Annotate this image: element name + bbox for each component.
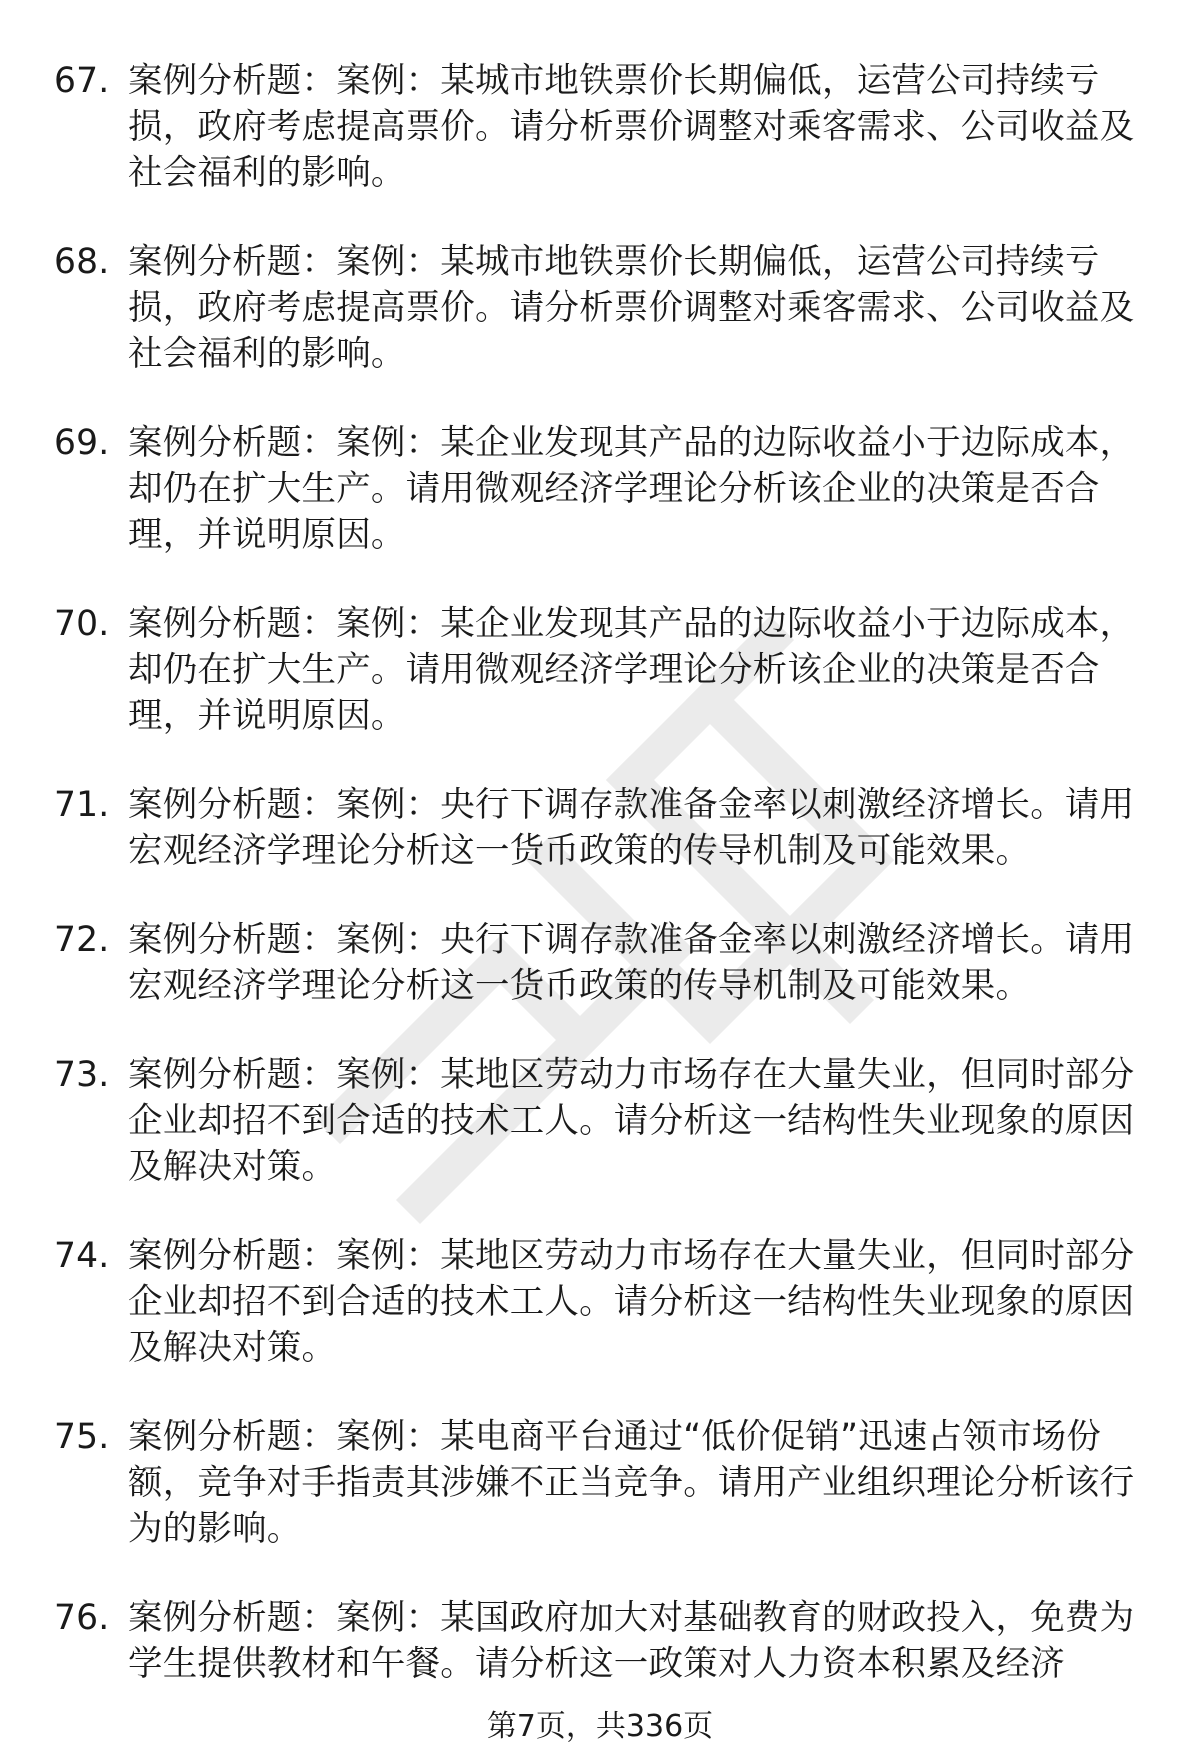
question-text: 案例分析题：案例：某企业发现其产品的边际收益小于边际成本，却仍在扩大生产。请用微观经济学理论分析该企业的决策是否合理，并说明原因。 (128, 604, 1135, 736)
question-number: 69. (54, 423, 110, 463)
question-number: 70. (54, 604, 110, 644)
question-text: 案例分析题：案例：某地区劳动力市场存在大量失业，但同时部分企业却招不到合适的技术工人。请分析这一结构性失业现象的原因及解决对策。 (128, 1236, 1135, 1368)
question-number: 67. (54, 61, 110, 101)
question-text: 案例分析题：案例：某国政府加大对基础教育的财政投入，免费为学生提供教材和午餐。请分析这一政策对人力资本积累及经济 (128, 1598, 1135, 1684)
question-text: 案例分析题：案例：某电商平台通过“低价促销”迅速占领市场份额，竞争对手指责其涉嫌不正当竞争。请用产业组织理论分析该行为的影响。 (128, 1417, 1135, 1549)
question-item-73 (0, 1052, 1200, 1190)
question-number: 71. (54, 785, 110, 825)
question-text: 案例分析题：案例：央行下调存款准备金率以刺激经济增长。请用宏观经济学理论分析这一货币政策的传导机制及可能效果。 (128, 920, 1135, 1006)
question-item-74 (0, 1233, 1200, 1371)
question-number: 73. (54, 1055, 110, 1095)
question-number: 75. (54, 1417, 110, 1457)
question-item-70 (0, 601, 1200, 739)
question-item-75 (0, 1414, 1200, 1552)
question-number: 68. (54, 242, 110, 282)
question-text: 案例分析题：案例：某地区劳动力市场存在大量失业，但同时部分企业却招不到合适的技术工人。请分析这一结构性失业现象的原因及解决对策。 (128, 1055, 1135, 1187)
question-text: 案例分析题：案例：某城市地铁票价长期偏低，运营公司持续亏损，政府考虑提高票价。请分析票价调整对乘客需求、公司收益及社会福利的影响。 (128, 61, 1135, 193)
question-number: 72. (54, 920, 110, 960)
question-item-76 (0, 1595, 1200, 1687)
question-number: 74. (54, 1236, 110, 1276)
question-item-71 (0, 782, 1200, 874)
question-number: 76. (54, 1598, 110, 1638)
question-text: 案例分析题：案例：某企业发现其产品的边际收益小于边际成本，却仍在扩大生产。请用微观经济学理论分析该企业的决策是否合理，并说明原因。 (128, 423, 1135, 555)
page-footer (0, 1707, 1200, 1747)
question-item-68 (0, 239, 1200, 377)
question-text: 案例分析题：案例：某城市地铁票价长期偏低，运营公司持续亏损，政府考虑提高票价。请分析票价调整对乘客需求、公司收益及社会福利的影响。 (128, 242, 1135, 374)
question-item-67 (0, 58, 1200, 196)
question-text: 案例分析题：案例：央行下调存款准备金率以刺激经济增长。请用宏观经济学理论分析这一货币政策的传导机制及可能效果。 (128, 785, 1135, 871)
question-item-69 (0, 420, 1200, 558)
question-item-72 (0, 917, 1200, 1009)
page-number-label: 第7页，共336页 (486, 1709, 714, 1744)
question-list (0, 58, 1200, 1730)
